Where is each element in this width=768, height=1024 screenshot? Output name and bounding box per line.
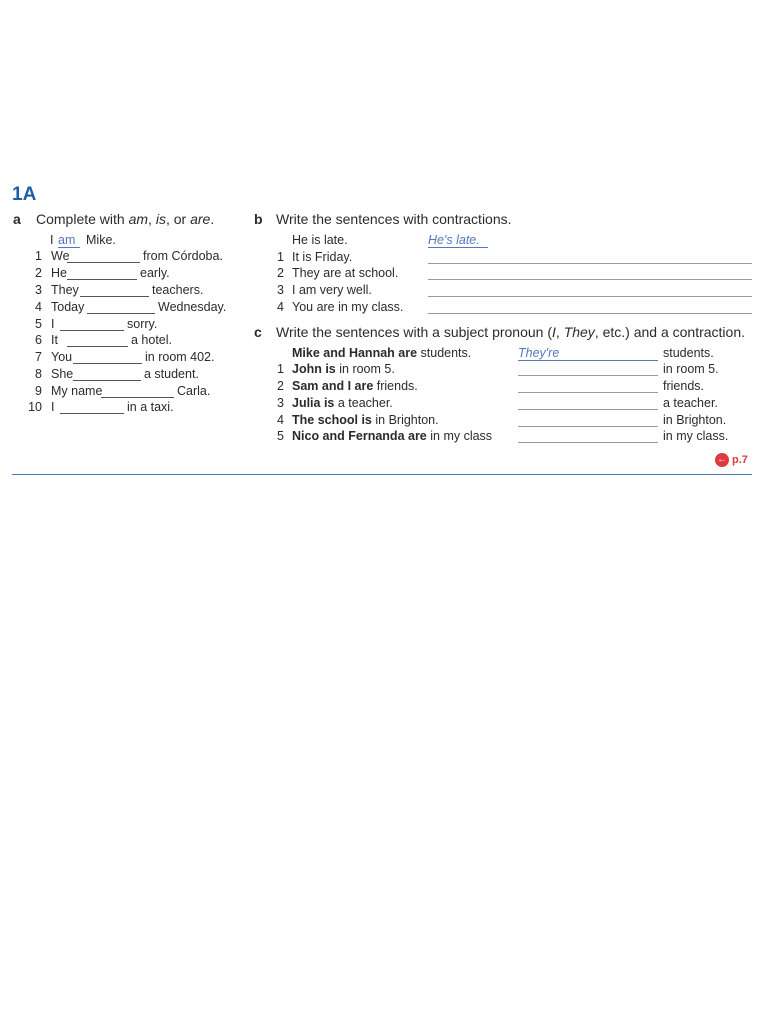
item-rest: early.: [140, 266, 170, 280]
item-end: in my class.: [663, 429, 729, 443]
item-number: 1: [277, 250, 284, 264]
example-answer: am: [58, 233, 80, 248]
item-sentence: Nico and Fernanda are in my class: [292, 429, 493, 443]
item-rest: a student.: [144, 367, 199, 381]
answer-blank[interactable]: [101, 384, 174, 398]
item-subject: They: [51, 283, 79, 297]
item-number: 8: [35, 367, 42, 381]
item-number: 7: [35, 350, 42, 364]
item-rest: in room 402.: [145, 350, 215, 364]
answer-blank[interactable]: [60, 400, 124, 414]
item-end: a teacher.: [663, 396, 718, 410]
item-sentence: You are in my class.: [292, 300, 404, 314]
item-number: 1: [277, 362, 284, 376]
item-number: 10: [28, 400, 42, 414]
answer-line[interactable]: [428, 295, 752, 297]
answer-blank[interactable]: [60, 317, 124, 331]
answer-line[interactable]: [428, 278, 752, 280]
answer-line[interactable]: [428, 262, 752, 264]
item-number: 2: [35, 266, 42, 280]
item-subject: You: [51, 350, 73, 364]
item-subject: Today: [51, 300, 85, 314]
answer-blank[interactable]: [80, 283, 149, 297]
section-b-heading: Write the sentences with contractions.: [276, 211, 512, 227]
item-rest: Wednesday.: [158, 300, 227, 314]
item-rest: in a taxi.: [127, 400, 174, 414]
item-rest: Carla.: [177, 384, 211, 398]
item-rest: teachers.: [152, 283, 204, 297]
answer-blank[interactable]: [67, 249, 140, 263]
item-number: 3: [35, 283, 42, 297]
item-subject: I: [51, 317, 55, 331]
example-answer: He's late.: [428, 233, 488, 248]
item-sentence: The school is in Brighton.: [292, 413, 439, 427]
answer-blank[interactable]: [87, 300, 155, 314]
item-subject: We: [51, 249, 70, 263]
item-rest: from Córdoba.: [143, 249, 223, 263]
section-a-letter: a: [13, 211, 21, 227]
answer-blank[interactable]: [67, 333, 128, 347]
item-rest: a hotel.: [131, 333, 173, 347]
item-end: in Brighton.: [663, 413, 727, 427]
example-answer: They're: [518, 346, 658, 361]
item-number: 5: [277, 429, 284, 443]
item-sentence: Sam and I are friends.: [292, 379, 418, 393]
item-number: 2: [277, 379, 284, 393]
item-number: 5: [35, 317, 42, 331]
section-c-heading: Write the sentences with a subject pronoun (I, They, etc.) and a contraction.: [276, 324, 746, 340]
item-rest: sorry.: [127, 317, 158, 331]
item-number: 3: [277, 283, 284, 297]
item-number: 1: [35, 249, 42, 263]
item-subject: He: [51, 266, 67, 280]
answer-line[interactable]: [518, 408, 658, 410]
item-number: 2: [277, 266, 284, 280]
item-end: friends.: [663, 379, 704, 393]
answer-line[interactable]: [518, 425, 658, 427]
item-sentence: I am very well.: [292, 283, 372, 297]
answer-line[interactable]: [518, 391, 658, 393]
item-number: 4: [277, 300, 284, 314]
item-end: in room 5.: [663, 362, 719, 376]
item-sentence: John is in room 5.: [292, 362, 395, 376]
bottom-rule: [12, 474, 752, 475]
item-subject: My name: [51, 384, 103, 398]
answer-line[interactable]: [518, 374, 658, 376]
answer-line[interactable]: [428, 312, 752, 314]
unit-title: 1A: [12, 184, 37, 205]
item-number: 4: [35, 300, 42, 314]
item-sentence: Julia is a teacher.: [292, 396, 393, 410]
item-number: 4: [277, 413, 284, 427]
item-subject: She: [51, 367, 74, 381]
page-reference[interactable]: [715, 453, 748, 467]
answer-blank[interactable]: [73, 367, 141, 381]
item-sentence: It is Friday.: [292, 250, 353, 264]
answer-blank[interactable]: [73, 350, 142, 364]
page-reference-label: p.7: [732, 454, 748, 466]
section-c-letter: c: [254, 324, 262, 340]
arrow-left-icon: ←: [717, 454, 727, 465]
item-number: 6: [35, 333, 42, 347]
answer-line[interactable]: [518, 441, 658, 443]
section-b-letter: b: [254, 211, 263, 227]
item-number: 9: [35, 384, 42, 398]
item-number: 3: [277, 396, 284, 410]
answer-blank[interactable]: [67, 266, 137, 280]
item-sentence: They are at school.: [292, 266, 399, 280]
item-subject: I: [51, 400, 55, 414]
item-subject: It: [51, 333, 58, 347]
section-a-heading: Complete with am, is, or are.: [36, 211, 215, 227]
